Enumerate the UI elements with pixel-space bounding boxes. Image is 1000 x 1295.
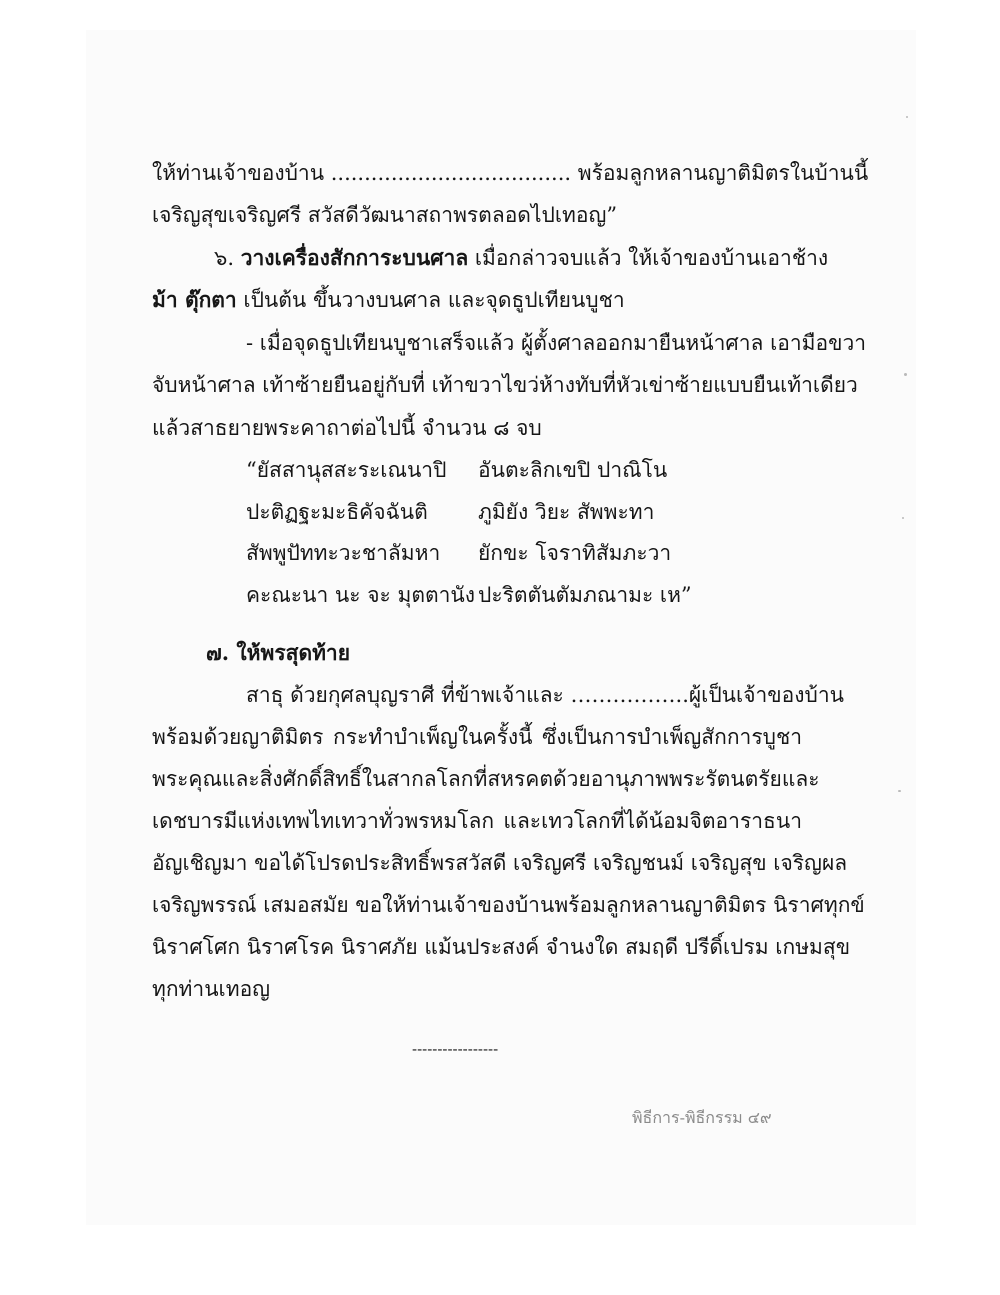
item-6-paragraph-line: - เมื่อจุดธูปเทียนบูชาเสร็จแล้ว ผู้ตั้งศาลออกมายืนหน้าศาล เอามือขวา	[246, 331, 867, 355]
verse-right: ภูมิยัง วิยะ สัพพะทา	[478, 500, 655, 524]
verse-right: ปะริตตันตัมภณามะ เห”	[478, 583, 692, 607]
verse-left: คะณะนา นะ จะ มุตตานัง	[246, 583, 476, 607]
item-6-text: เมื่อกล่าวจบแล้ว ให้เจ้าของบ้านเอาช้าง	[468, 246, 829, 270]
scan-speck	[906, 116, 908, 118]
text-line: เจริญสุขเจริญศรี สวัสดีวัฒนาสถาพรตลอดไปเทอญ”	[152, 203, 618, 227]
verse-left: “ยัสสานุสสะระเณนาปิ	[246, 458, 447, 482]
scan-speck	[898, 790, 901, 792]
item-7-paragraph-line: พร้อมด้วยญาติมิตร กระทำบำเพ็ญในครั้งนี้ ซึ่งเป็นการบำเพ็ญสักการบูชา	[152, 725, 802, 749]
item-6-heading-line	[214, 243, 829, 273]
item-7-paragraph-line: เดชบารมีแห่งเทพไทเทวาทั่วพรหมโลก และเทวโลกที่ได้น้อมจิตอาราธนา	[152, 809, 802, 833]
page-footer: พิธีการ-พิธีกรรม ๔๙	[632, 1108, 772, 1127]
item-7-paragraph-line: อัญเชิญมา ขอได้โปรดประสิทธิ์พรสวัสดี เจริญศรี เจริญชนม์ เจริญสุข เจริญผล	[152, 851, 848, 875]
item-6-heading: วางเครื่องสักการะบนศาล	[240, 245, 469, 270]
separator-line: -----------------	[412, 1040, 499, 1058]
scan-speck	[904, 373, 907, 376]
verse-left: สัพพูปัททะวะชาลัมหา	[246, 541, 441, 565]
verse-right: อันตะลิกเขปิ ปาณิโน	[478, 458, 668, 482]
item-6-paragraph-line: จับหน้าศาล เท้าซ้ายยืนอยู่กับที่ เท้าขวาไขว่ห้างทับที่หัวเข่าซ้ายแบบยืนเท้าเดียว	[152, 373, 858, 397]
item-7-paragraph-line: นิราศโศก นิราศโรค นิราศภัย แม้นประสงค์ จำนงใด สมฤดี ปรีดิ์เปรม เกษมสุข	[152, 935, 851, 959]
verse-left: ปะติฏฐะมะธิคัจฉันติ	[246, 500, 428, 524]
item-6-number: ๖.	[214, 246, 235, 270]
item-6-line-2	[152, 285, 802, 315]
item-6-bold-text: ม้า ตุ๊กตา	[152, 287, 237, 312]
verse-right: ยักขะ โจราทิสัมภะวา	[478, 541, 672, 565]
item-6-text: เป็นต้น ขึ้นวางบนศาล และจุดธูปเทียนบูชา	[236, 288, 625, 312]
item-7-paragraph-line: ทุกท่านเทอญ	[152, 977, 271, 1001]
item-7-paragraph-line: เจริญพรรณ์ เสมอสมัย ขอให้ท่านเจ้าของบ้านพร้อมลูกหลานญาติมิตร นิราศทุกข์	[152, 893, 865, 917]
text-line: ให้ท่านเจ้าของบ้าน .................................... พร้อมลูกหลานญาติมิตรในบ้านนี้	[152, 161, 869, 185]
scan-speck	[902, 517, 904, 519]
item-7-heading: ๗. ให้พรสุดท้าย	[206, 640, 351, 665]
item-7-paragraph-line: พระคุณและสิ่งศักดิ์สิทธิ์ในสากลโลกที่สหรคตด้วยอานุภาพพระรัตนตรัยและ	[152, 767, 820, 791]
item-6-paragraph-line: แล้วสาธยายพระคาถาต่อไปนี้ จำนวน ๘ จบ	[152, 416, 542, 440]
item-7-paragraph-line: สาธุ ด้วยกุศลบุญราศี ที่ข้าพเจ้าและ ……………..ผู้เป็นเจ้าของบ้าน	[246, 683, 845, 707]
